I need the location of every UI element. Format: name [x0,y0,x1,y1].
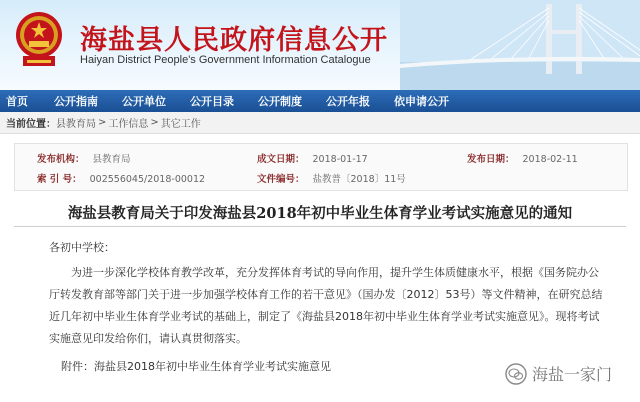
nav-apply[interactable]: 依申请公开 [394,95,449,108]
attachment-link[interactable]: 附件：海盐县2018年初中毕业生体育学业考试实施意见 [61,360,331,373]
index-label: 索 引 号： [37,174,82,185]
document-title: 海盐县教育局关于印发海盐县2018年初中毕业生体育学业考试实施意见的通知 [67,205,573,222]
publisher-label: 发布机构： [37,154,85,165]
main-nav [0,90,640,112]
bridge-illustration [400,0,640,90]
salutation: 各初中学校： [49,241,115,254]
breadcrumb-item[interactable]: 县教育局 [56,119,96,130]
publisher-value: 县教育局 [92,154,131,165]
index-value: 002556045/2018-00012 [89,174,206,185]
document-meta [14,143,628,191]
nav-system[interactable]: 公开制度 [258,95,302,108]
created-label: 成文日期： [257,154,305,165]
title-divider [14,226,626,227]
docno-value: 盐教普〔2018〕11号 [312,174,406,185]
nav-annual-report[interactable]: 公开年报 [326,95,370,108]
published-value: 2018-02-11 [522,154,578,165]
document-body: 为进一步深化学校体育教学改革，充分发挥体育考试的导向作用，提升学生体质健康水平，根据《国务院办公厅转发教育部等部门关于进一步加强学校体育工作的若干意见》（国办发〔2012〕53号）等文件精神，在研究总结近几年初中毕业生体育学业考试的基础上，制定了《海盐县2018年初中毕业生体育学业考试实施意见》。现将考试实施意见印发给你们，请认真贯彻落实。 [49,266,603,345]
site-header [0,0,640,90]
wechat-watermark [505,362,612,385]
breadcrumb-label: 当前位置： [6,119,56,130]
nav-catalog[interactable]: 公开目录 [190,95,234,108]
breadcrumb-item[interactable]: 工作信息 [108,119,149,130]
watermark-text: 海盐一家门 [532,365,613,384]
published-label: 发布日期： [467,154,515,165]
wechat-icon [505,363,527,385]
breadcrumb-item[interactable]: 其它工作 [160,119,201,130]
breadcrumb-separator: > [150,117,159,128]
breadcrumb-separator: > [98,117,107,128]
nav-guide[interactable]: 公开指南 [54,95,98,108]
docno-label: 文件编号： [257,174,305,185]
nav-units[interactable]: 公开单位 [122,95,166,108]
site-subtitle: Haiyan District People's Government Information Catalogue [80,54,371,66]
national-emblem-icon [14,8,64,74]
created-value: 2018-01-17 [312,154,368,165]
breadcrumb [0,112,640,134]
site-title: 海盐县人民政府信息公开 [80,25,388,56]
nav-home[interactable]: 首页 [6,95,28,108]
